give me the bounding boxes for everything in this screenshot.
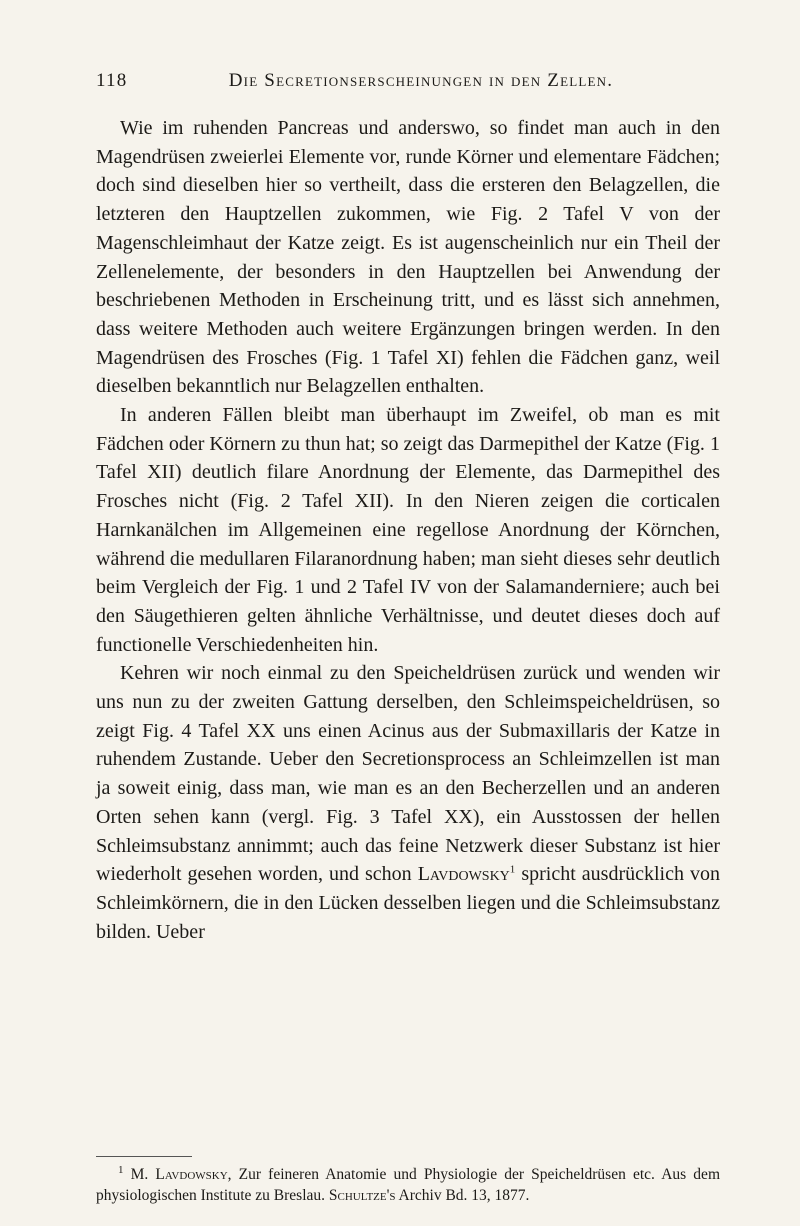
paragraph-3-text-start: Kehren wir noch einmal zu den Speicheldrüsen zurück und wenden wir uns nun zu der zweiten Gattung derselben, den Schleimspeicheldrüsen, so zeigt Fig. 4 Tafel XX uns einen Acinus aus der Submaxillaris der Katze in ruhendem Zustande. Ueber den Secretionsprocess an Schleimzellen ist man ja soweit einig, dass man, wie man es an den Becherzellen und an anderen Orten sehen kann (vergl. Fig. 3 Tafel XX), ein Ausstossen der hellen Schleimsubstanz annimmt; auch das feine Netzwerk dieser Substanz ist hier wiederholt gesehen worden, und schon xyxy=(96,662,720,886)
page-header xyxy=(96,70,716,96)
paragraph-3-text-end: spricht ausdrücklich von Schleimkörnern, die in den Lücken desselben liegen und die Schleimsubstanz bilden. Ueber xyxy=(96,863,720,943)
footnote-author: M. Lavdowsky xyxy=(130,1166,228,1183)
author-name-lavdowsky: Lavdowsky xyxy=(417,863,510,886)
paragraph-2: In anderen Fällen bleibt man überhaupt im Zweifel, ob man es mit Fädchen oder Körnern zu thun hat; so zeigt das Darmepithel der Katze (Fig. 1 Tafel XII) deutlich filare Anordnung der Elemente, das Darmepithel des Frosches nicht (Fig. 2 Tafel XII). In den Nieren zeigen die corticalen Harnkanälchen im Allgemeinen eine regellose Anordnung der Körnchen, während die medullaren Filaranordnung haben; man sieht dieses sehr deutlich beim Vergleich der Fig. 1 und 2 Tafel IV von der Salamanderniere; auch bei den Säugethieren gelten ähnliche Verhältnisse, und deutet dieses doch auf functionelle Verschiedenheiten hin. xyxy=(96,404,720,656)
page-number: 118 xyxy=(96,70,128,91)
footnote-marker: 1 xyxy=(118,1163,124,1176)
paragraph-3 xyxy=(96,659,720,946)
footnote-journal: Schultze's xyxy=(328,1187,396,1204)
body-text xyxy=(96,114,720,946)
footnote-text-end: Archiv Bd. 13, 1877. xyxy=(395,1187,530,1204)
footnote-divider xyxy=(96,1156,192,1157)
footnote-reference: 1 xyxy=(509,863,516,876)
footnote xyxy=(96,1164,720,1206)
running-title: Die Secretionserscheinungen in den Zellen. xyxy=(228,70,614,91)
paragraph-1: Wie im ruhenden Pancreas und anderswo, so findet man auch in den Magendrüsen zweierlei Elemente vor, runde Körner und elementare Fädchen; doch sind dieselben hier so vertheilt, dass die ersteren den Belagzellen, die letzteren den Hauptzellen zukommen, wie Fig. 2 Tafel V von der Magenschleimhaut der Katze zeigt. Es ist augenscheinlich nur ein Theil der Zellenelemente, der besonders in den Hauptzellen bei Anwendung der beschriebenen Methoden in Erscheinung tritt, und es lässt sich annehmen, dass weitere Methoden auch weitere Ergänzungen bringen werden. In den Magendrüsen des Frosches (Fig. 1 Tafel XI) fehlen die Fädchen ganz, weil dieselben bekanntlich nur Belagzellen enthalten. xyxy=(96,117,720,398)
footnote-text-start: , Zur feineren Anatomie und Physiologie der Speicheldrüsen etc. Aus dem physiologischen Institute zu Breslau. xyxy=(96,1166,720,1204)
